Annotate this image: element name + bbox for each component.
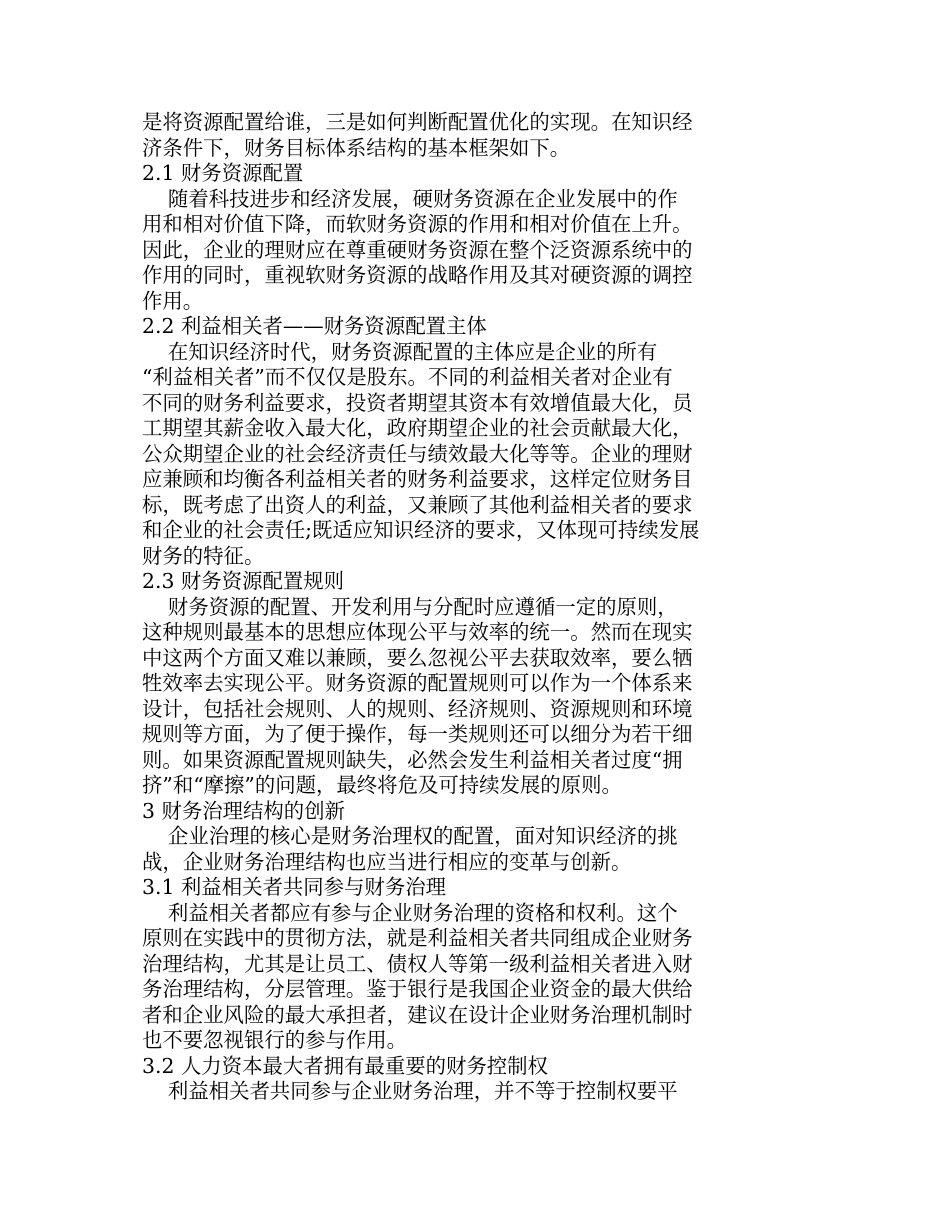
paragraph-2-2 <box>142 340 752 570</box>
section-heading-3-2: 3.2 人力资本最大者拥有最重要的财务控制权 <box>142 1053 548 1078</box>
section-heading-2-2: 2.2 利益相关者——财务资源配置主体 <box>142 314 487 338</box>
text-line: 作用。 <box>142 288 204 313</box>
paragraph-2-1 <box>142 187 752 315</box>
text-line: 规则等方面，为了便于操作，每一类规则还可以细分为若干细 <box>142 722 693 746</box>
document-page <box>142 110 752 1105</box>
text-line: 财务的特征。 <box>142 543 265 568</box>
text-line: 公众期望企业的社会经济责任与绩效最大化等等。企业的理财 <box>142 441 693 466</box>
text-line: 务治理结构，分层管理。鉴于银行是我国企业资金的最大供给 <box>142 977 693 1001</box>
text-line: 不同的财务利益要求，投资者期望其资本有效增值最大化，员 <box>142 390 693 415</box>
text-line: 标，既考虑了出资人的利益，又兼顾了其他利益相关者的要求 <box>142 492 693 517</box>
text-line: 中这两个方面又难以兼顾，要么忽视公平去获取效率，要么牺 <box>142 645 693 670</box>
text-line: 治理结构，尤其是让员工、债权人等第一级利益相关者进入财 <box>142 951 693 976</box>
text-line: 原则在实践中的贯彻方法，就是利益相关者共同组成企业财务 <box>142 926 693 950</box>
text-line: 战，企业财务治理结构也应当进行相应的变革与创新。 <box>142 849 632 874</box>
paragraph-3 <box>142 824 752 875</box>
text-line: 随着科技进步和经济发展，硬财务资源在企业发展中的作 <box>142 186 678 211</box>
text-line: 应兼顾和均衡各利益相关者的财务利益要求，这样定位财务目 <box>142 467 693 491</box>
text-line: 是将资源配置给谁，三是如何判断配置优化的实现。在知识经 <box>142 110 693 134</box>
text-line: 利益相关者共同参与企业财务治理，并不等于控制权要平 <box>142 1079 678 1103</box>
text-line: 用和相对价值下降，而软财务资源的作用和相对价值在上升。 <box>142 212 693 236</box>
paragraph-3-1 <box>142 901 752 1054</box>
paragraph-intro <box>142 110 752 161</box>
paragraph-2-3 <box>142 595 752 799</box>
text-line: 者和企业风险的最大承担者，建议在设计企业财务治理机制时 <box>142 1002 693 1027</box>
section-heading-2-3: 2.3 财务资源配置规则 <box>142 569 345 593</box>
text-line: 也不要忽视银行的参与作用。 <box>142 1028 408 1052</box>
text-line: 这种规则最基本的思想应体现公平与效率的统一。然而在现实 <box>142 620 693 644</box>
text-line: 和企业的社会责任;既适应知识经济的要求，又体现可持续发展 <box>142 518 700 542</box>
text-line: 挤”和“摩擦”的问题，最终将危及可持续发展的原则。 <box>142 773 622 797</box>
text-line: 企业治理的核心是财务治理权的配置，面对知识经济的挑 <box>142 824 678 848</box>
text-line: 牲效率去实现公平。财务资源的配置规则可以作为一个体系来 <box>142 671 693 695</box>
text-line: 工期望其薪金收入最大化，政府期望企业的社会贡献最大化， <box>142 416 693 440</box>
text-line: 因此，企业的理财应在尊重硬财务资源在整个泛资源系统中的 <box>142 237 693 262</box>
section-heading-2-1: 2.1 财务资源配置 <box>142 161 304 185</box>
text-line: 作用的同时，重视软财务资源的战略作用及其对硬资源的调控 <box>142 263 693 287</box>
text-line: 利益相关者都应有参与企业财务治理的资格和权利。这个 <box>142 900 678 925</box>
text-line: 设计，包括社会规则、人的规则、经济规则、资源规则和环境 <box>142 696 693 721</box>
section-heading-3: 3 财务治理结构的创新 <box>142 798 345 823</box>
text-line: 财务资源的配置、开发利用与分配时应遵循一定的原则， <box>142 594 678 619</box>
paragraph-3-2 <box>142 1079 752 1105</box>
text-line: “利益相关者”而不仅仅是股东。不同的利益相关者对企业有 <box>142 365 673 389</box>
text-line: 在知识经济时代，财务资源配置的主体应是企业的所有 <box>142 339 658 364</box>
text-line: 济条件下，财务目标体系结构的基本框架如下。 <box>142 135 571 160</box>
text-line: 则。如果资源配置规则缺失，必然会发生利益相关者过度“拥 <box>142 747 683 772</box>
section-heading-3-1: 3.1 利益相关者共同参与财务治理 <box>142 875 446 899</box>
